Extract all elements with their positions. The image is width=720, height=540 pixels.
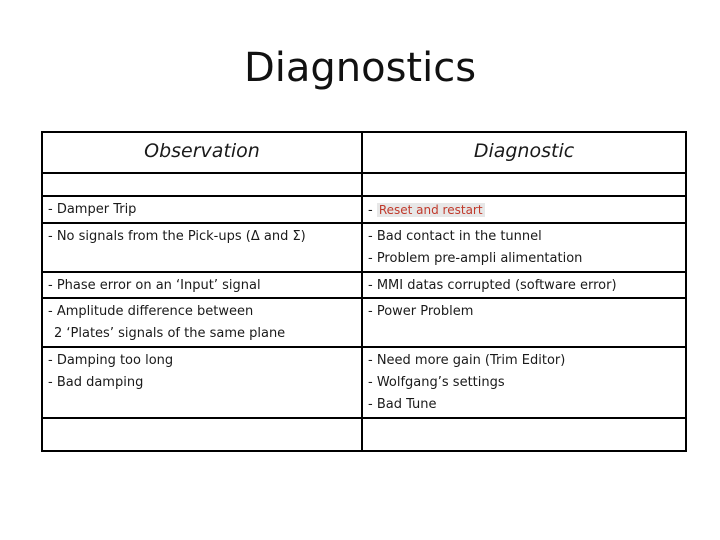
diagnostic-highlight: Reset and restart: [378, 203, 483, 217]
observation-cell: [42, 272, 362, 298]
empty-cell: [42, 418, 362, 451]
table-spacer-row: [42, 173, 686, 196]
diagnostic-cell: [362, 223, 686, 272]
diagnostics-table: [41, 131, 687, 452]
observation-line: - Damper Trip: [48, 202, 137, 217]
diagnostic-line: - Power Problem: [368, 304, 474, 319]
diagnostic-cell: [362, 272, 686, 298]
table-row: [42, 298, 686, 347]
table-row: [42, 272, 686, 298]
table-row: [42, 347, 686, 418]
table-header-row: [42, 132, 686, 173]
observation-line: - Phase error on an ‘Input’ signal: [48, 278, 261, 293]
table-row: [42, 196, 686, 223]
diagnostic-cell: [362, 298, 686, 347]
diagnostic-line: - Bad contact in the tunnel: [368, 229, 542, 244]
diagnostic-cell: [362, 347, 686, 418]
header-diagnostic-label: Diagnostic: [473, 140, 575, 162]
slide-title: Diagnostics: [243, 45, 477, 91]
header-observation-label: Observation: [144, 140, 260, 162]
observation-cell: [42, 347, 362, 418]
table-row: [42, 223, 686, 272]
header-diagnostic: [362, 132, 686, 173]
diagnostic-line: - Reset and restart: [368, 203, 483, 218]
observation-line: 2 ‘Plates’ signals of the same plane: [54, 326, 286, 341]
diagnostic-line: - Bad Tune: [368, 397, 437, 412]
diagnostic-line: - Wolfgang’s settings: [368, 375, 505, 390]
empty-cell: [42, 173, 362, 196]
observation-line: - No signals from the Pick-ups (Δ and Σ): [48, 229, 306, 244]
observation-line: - Amplitude difference between: [48, 304, 254, 319]
diagnostic-line: - MMI datas corrupted (software error): [368, 278, 617, 293]
observation-cell: [42, 223, 362, 272]
observation-line: - Bad damping: [48, 375, 144, 390]
diagnostic-cell: [362, 196, 686, 223]
observation-line: - Damping too long: [48, 353, 174, 368]
observation-cell: [42, 196, 362, 223]
diagnostic-line: - Need more gain (Trim Editor): [368, 353, 566, 368]
table-row: [42, 418, 686, 451]
empty-cell: [362, 173, 686, 196]
diagnostic-line: - Problem pre-ampli alimentation: [368, 251, 583, 266]
observation-cell: [42, 298, 362, 347]
header-observation: [42, 132, 362, 173]
empty-cell: [362, 418, 686, 451]
